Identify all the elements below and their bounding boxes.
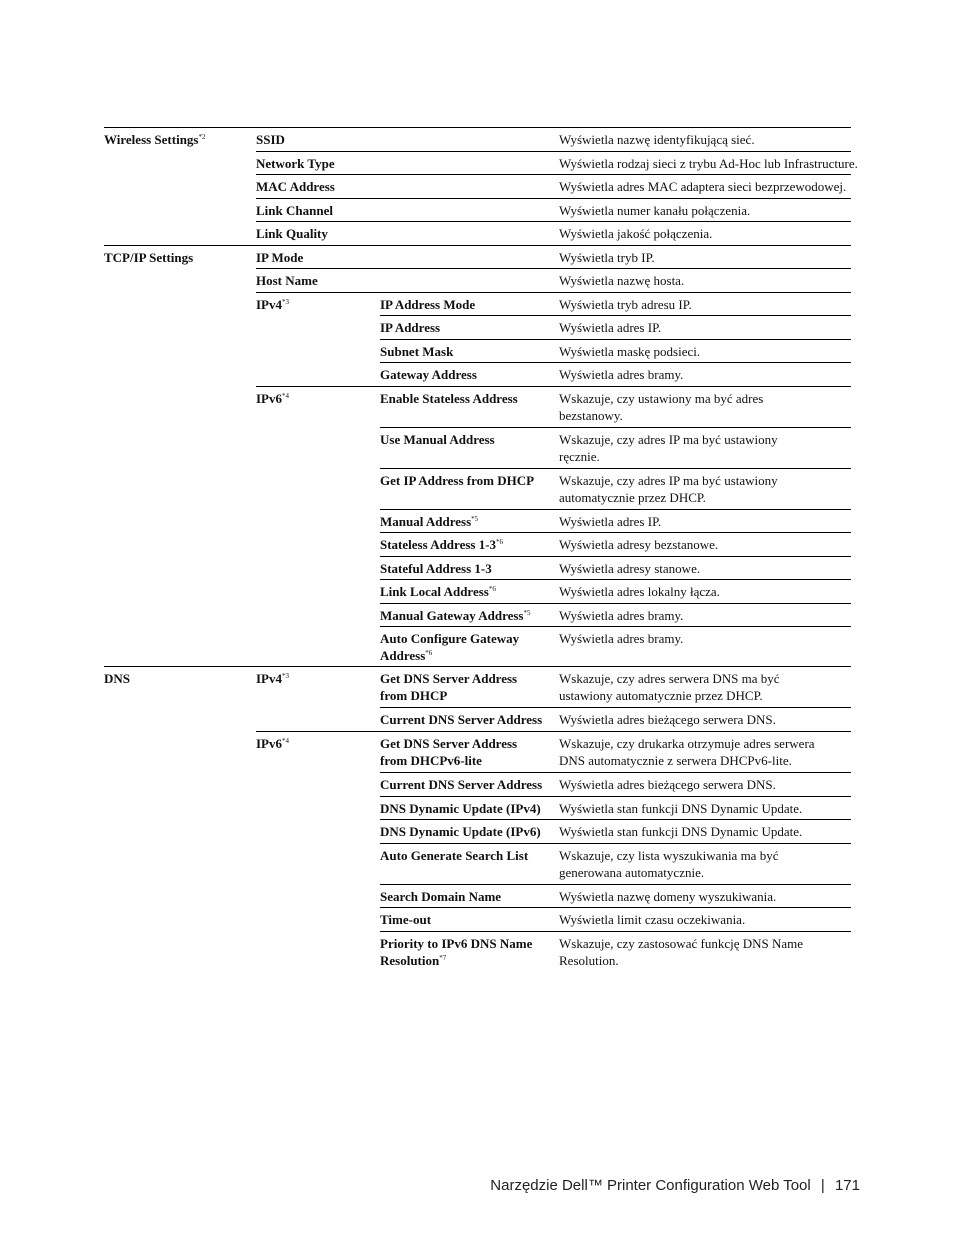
cell-c1: [104, 249, 193, 266]
cell-c1: [104, 670, 130, 687]
cell-c4-cont: [559, 752, 792, 769]
cell-text: Wyświetla adres bramy.: [559, 631, 684, 646]
cell-text: Link Quality: [256, 226, 328, 241]
cell-text: automatycznie przez DHCP.: [559, 490, 706, 505]
row-divider: [380, 907, 851, 908]
cell-text: from DHCPv6-lite: [380, 753, 482, 768]
cell-text: Use Manual Address: [380, 432, 495, 447]
cell-c4: [559, 343, 700, 360]
row-divider: [380, 556, 851, 557]
cell-text: Get DNS Server Address: [380, 736, 518, 751]
cell-c2: [256, 131, 285, 148]
cell-text: Stateless Address 1-3: [380, 537, 497, 552]
row-divider: [380, 532, 851, 533]
row-divider: [104, 127, 851, 128]
cell-text: Wyświetla adres MAC adaptera sieci bezprzewodowej.: [559, 179, 847, 194]
cell-c4: [559, 296, 692, 313]
cell-text: Wyświetla limit czasu oczekiwania.: [559, 912, 746, 927]
row-divider: [256, 292, 851, 293]
cell-text: IPv6: [256, 736, 282, 751]
cell-text: Subnet Mask: [380, 344, 454, 359]
cell-c1: [104, 131, 206, 148]
row-divider: [256, 151, 851, 152]
cell-text: IPv6: [256, 391, 282, 406]
row-divider: [380, 362, 851, 363]
cell-text: Stateful Address 1-3: [380, 561, 492, 576]
footnote-marker: *4: [282, 737, 289, 745]
cell-text: Wyświetla adresy stanowe.: [559, 561, 701, 576]
footnote-marker: *6: [496, 538, 504, 546]
cell-text: Resolution.: [559, 953, 619, 968]
cell-c4-cont: [559, 864, 704, 881]
cell-text: Network Type: [256, 156, 335, 171]
cell-c2: [256, 202, 333, 219]
cell-text: Enable Stateless Address: [380, 391, 518, 406]
row-divider: [380, 579, 851, 580]
row-divider: [104, 666, 851, 667]
cell-c4: [559, 366, 683, 383]
row-divider: [104, 245, 851, 246]
cell-c3: [380, 583, 496, 600]
cell-text: Wyświetla nazwę domeny wyszukiwania.: [559, 889, 777, 904]
cell-c4-cont: [559, 448, 600, 465]
cell-c3-cont: [380, 952, 446, 969]
row-divider: [380, 427, 851, 428]
cell-c4: [559, 202, 750, 219]
row-divider: [256, 221, 851, 222]
cell-c4: [559, 776, 776, 793]
cell-text: Wyświetla adres IP.: [559, 514, 662, 529]
cell-text: MAC Address: [256, 179, 335, 194]
row-divider: [256, 198, 851, 199]
cell-text: Wyświetla tryb adresu IP.: [559, 297, 692, 312]
cell-text: Wyświetla stan funkcji DNS Dynamic Update.: [559, 824, 803, 839]
cell-text: IP Address Mode: [380, 297, 476, 312]
row-divider: [380, 315, 851, 316]
row-divider: [380, 603, 851, 604]
cell-c4: [559, 583, 720, 600]
cell-text: Priority to IPv6 DNS Name: [380, 936, 533, 951]
cell-c3: [380, 823, 541, 840]
cell-text: Wyświetla rodzaj sieci z trybu Ad-Hoc lub Infrastructure.: [559, 156, 858, 171]
cell-text: Link Local Address: [380, 584, 489, 599]
row-divider: [380, 819, 851, 820]
cell-text: Wyświetla adres bramy.: [559, 367, 684, 382]
cell-c4: [559, 800, 802, 817]
cell-c2: [256, 670, 289, 687]
cell-text: DNS Dynamic Update (IPv6): [380, 824, 541, 839]
cell-text: Get DNS Server Address: [380, 671, 518, 686]
cell-c4-cont: [559, 687, 763, 704]
cell-c4-cont: [559, 407, 623, 424]
row-divider: [256, 731, 851, 732]
cell-c3: [380, 711, 542, 728]
cell-c3: [380, 847, 528, 864]
cell-c3: [380, 735, 517, 752]
cell-text: from DHCP: [380, 688, 448, 703]
cell-c4: [559, 249, 655, 266]
cell-c3: [380, 513, 478, 530]
cell-text: Wyświetla nazwę hosta.: [559, 273, 685, 288]
cell-c2: [256, 272, 318, 289]
cell-c4: [559, 536, 718, 553]
cell-text: Wyświetla adresy bezstanowe.: [559, 537, 719, 552]
cell-text: Resolution: [380, 953, 440, 968]
cell-c4: [559, 607, 683, 624]
cell-c3: [380, 390, 518, 407]
cell-text: Wskazuje, czy lista wyszukiwania ma być: [559, 848, 779, 863]
cell-text: ustawiony automatycznie przez DHCP.: [559, 688, 763, 703]
cell-c3: [380, 607, 531, 624]
cell-c3: [380, 560, 492, 577]
cell-c4: [559, 911, 745, 928]
cell-text: Wskazuje, czy zastosować funkcję DNS Name: [559, 936, 804, 951]
cell-text: Current DNS Server Address: [380, 712, 543, 727]
page-footer: [490, 1177, 860, 1194]
cell-c3: [380, 888, 501, 905]
cell-text: IP Mode: [256, 250, 304, 265]
cell-text: Wskazuje, czy drukarka otrzymuje adres serwera: [559, 736, 815, 751]
cell-text: Wyświetla maskę podsieci.: [559, 344, 701, 359]
cell-c4: [559, 711, 776, 728]
row-divider: [380, 843, 851, 844]
cell-text: Wskazuje, czy adres IP ma być ustawiony: [559, 473, 778, 488]
cell-c4: [559, 319, 661, 336]
footnote-marker: *6: [425, 649, 433, 657]
cell-text: Wskazuje, czy ustawiony ma być adres: [559, 391, 764, 406]
row-divider: [380, 772, 851, 773]
row-divider: [380, 884, 851, 885]
cell-c4: [559, 670, 780, 687]
cell-c3: [380, 366, 477, 383]
cell-text: Auto Generate Search List: [380, 848, 529, 863]
cell-text: Host Name: [256, 273, 318, 288]
row-divider: [380, 796, 851, 797]
cell-c3: [380, 472, 534, 489]
cell-text: Wyświetla adres lokalny łącza.: [559, 584, 720, 599]
footer-separator: |: [820, 1177, 825, 1194]
cell-c2: [256, 249, 303, 266]
cell-c4: [559, 155, 858, 172]
cell-c4: [559, 513, 661, 530]
cell-c3: [380, 800, 541, 817]
row-divider: [380, 931, 851, 932]
cell-text: Wyświetla stan funkcji DNS Dynamic Update.: [559, 801, 803, 816]
cell-text: TCP/IP Settings: [104, 250, 194, 265]
cell-text: Auto Configure Gateway: [380, 631, 520, 646]
cell-c4: [559, 225, 712, 242]
cell-c2: [256, 390, 289, 407]
cell-c4: [559, 630, 683, 647]
row-divider: [380, 626, 851, 627]
cell-text: Current DNS Server Address: [380, 777, 543, 792]
cell-text: Gateway Address: [380, 367, 477, 382]
cell-text: ręcznie.: [559, 449, 600, 464]
cell-text: Wyświetla tryb IP.: [559, 250, 655, 265]
cell-c4: [559, 935, 803, 952]
cell-c3-cont: [380, 687, 447, 704]
cell-c4: [559, 431, 778, 448]
cell-c4: [559, 847, 778, 864]
row-divider: [256, 386, 851, 387]
cell-c3-cont: [380, 752, 482, 769]
footnote-marker: *5: [523, 609, 531, 617]
cell-text: IP Address: [380, 320, 441, 335]
cell-c2: [256, 155, 335, 172]
footnote-marker: *3: [282, 672, 289, 680]
cell-c4: [559, 272, 684, 289]
footnote-marker: *7: [439, 954, 447, 962]
cell-c3: [380, 296, 475, 313]
row-divider: [380, 468, 851, 469]
cell-text: IPv4: [256, 671, 282, 686]
row-divider: [380, 707, 851, 708]
cell-c3: [380, 935, 532, 952]
row-divider: [256, 268, 851, 269]
cell-text: Wyświetla adres IP.: [559, 320, 662, 335]
cell-text: Get IP Address from DHCP: [380, 473, 535, 488]
cell-c2: [256, 735, 289, 752]
footer-title: Narzędzie Dell™ Printer Configuration Web Tool: [490, 1177, 811, 1194]
cell-c4: [559, 390, 763, 407]
cell-text: Wyświetla jakość połączenia.: [559, 226, 713, 241]
cell-text: generowana automatycznie.: [559, 865, 705, 880]
cell-c3: [380, 431, 495, 448]
footnote-marker: *6: [488, 585, 496, 593]
cell-c2: [256, 225, 328, 242]
cell-text: DNS Dynamic Update (IPv4): [380, 801, 541, 816]
footnote-marker: *5: [471, 515, 479, 523]
page-number: 171: [834, 1177, 860, 1194]
footnote-marker: *3: [282, 298, 289, 306]
cell-c3: [380, 343, 453, 360]
cell-c4: [559, 131, 755, 148]
cell-c4: [559, 735, 815, 752]
cell-c4-cont: [559, 952, 619, 969]
cell-text: Wireless Settings: [104, 132, 199, 147]
cell-c4: [559, 178, 846, 195]
cell-text: SSID: [256, 132, 285, 147]
row-divider: [380, 339, 851, 340]
cell-text: bezstanowy.: [559, 408, 623, 423]
cell-text: Wskazuje, czy adres serwera DNS ma być: [559, 671, 780, 686]
cell-text: DNS: [104, 671, 131, 686]
cell-c3: [380, 776, 542, 793]
row-divider: [256, 174, 851, 175]
cell-c4: [559, 472, 778, 489]
cell-text: Link Channel: [256, 203, 333, 218]
row-divider: [380, 509, 851, 510]
cell-c3: [380, 670, 517, 687]
cell-c3: [380, 536, 503, 553]
footnote-marker: *4: [282, 392, 289, 400]
cell-text: Time-out: [380, 912, 432, 927]
cell-text: Wyświetla adres bieżącego serwera DNS.: [559, 712, 776, 727]
cell-text: Address: [380, 648, 426, 663]
cell-text: Wyświetla nazwę identyfikującą sieć.: [559, 132, 755, 147]
cell-text: IPv4: [256, 297, 282, 312]
cell-c4-cont: [559, 489, 706, 506]
cell-text: Search Domain Name: [380, 889, 502, 904]
cell-c4: [559, 888, 776, 905]
cell-c4: [559, 823, 802, 840]
cell-c3-cont: [380, 647, 432, 664]
cell-text: Wskazuje, czy adres IP ma być ustawiony: [559, 432, 778, 447]
cell-text: Wyświetla adres bieżącego serwera DNS.: [559, 777, 776, 792]
cell-c3: [380, 319, 440, 336]
cell-c2: [256, 178, 335, 195]
cell-text: Manual Gateway Address: [380, 608, 524, 623]
footnote-marker: *2: [198, 133, 206, 141]
cell-c4: [559, 560, 700, 577]
cell-c2: [256, 296, 289, 313]
cell-text: DNS automatycznie z serwera DHCPv6-lite.: [559, 753, 792, 768]
cell-text: Wyświetla adres bramy.: [559, 608, 684, 623]
cell-text: Manual Address: [380, 514, 472, 529]
cell-text: Wyświetla numer kanału połączenia.: [559, 203, 751, 218]
cell-c3: [380, 630, 519, 647]
cell-c3: [380, 911, 431, 928]
